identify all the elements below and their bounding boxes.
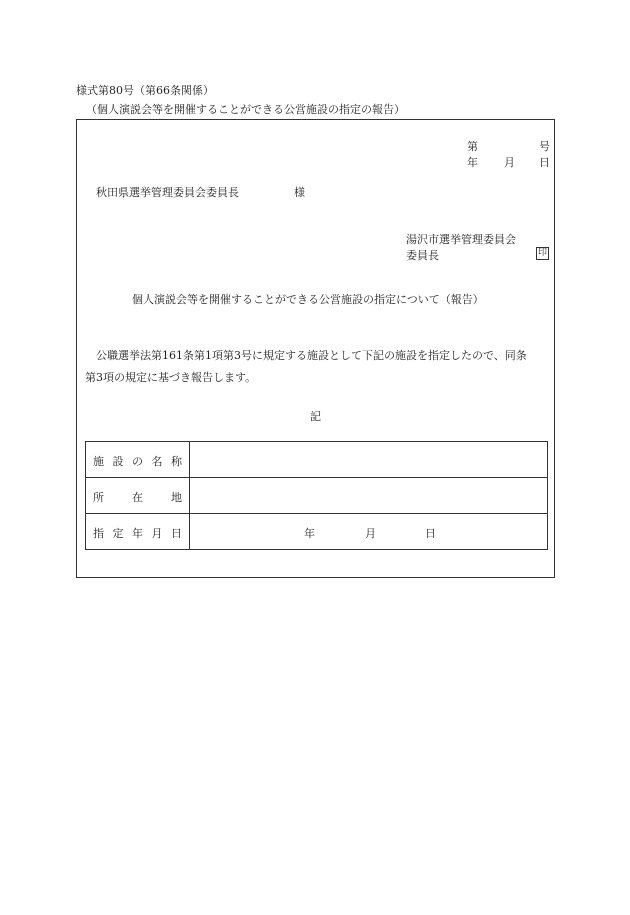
date-month-unit: 月 xyxy=(365,527,376,540)
label-char: 定 xyxy=(112,527,124,540)
label-char: 所 xyxy=(93,491,104,504)
form-number: 様式第80号（第66条関係） xyxy=(76,84,214,97)
facility-name-value[interactable] xyxy=(190,442,548,478)
body-line-2: 第3項の規定に基づき報告します。 xyxy=(85,371,257,384)
label-char: 地 xyxy=(171,491,182,504)
ki-label: 記 xyxy=(310,410,321,423)
label-char: 施 xyxy=(93,455,104,468)
label-char: 称 xyxy=(171,455,182,468)
addressee-honorific: 様 xyxy=(294,186,305,199)
sender-org: 湯沢市選挙管理委員会 xyxy=(406,233,516,246)
table-row xyxy=(86,514,548,550)
label-char: 年 xyxy=(132,527,143,540)
facility-name-label xyxy=(86,442,190,478)
location-label xyxy=(86,478,190,514)
facility-table xyxy=(85,441,548,550)
number-suffix: 号 xyxy=(539,140,550,153)
label-char: 在 xyxy=(132,491,143,504)
date-year-label: 年 xyxy=(467,156,478,169)
label-char: 指 xyxy=(93,527,104,540)
designation-date-label xyxy=(86,514,190,550)
sender-title: 委員長 xyxy=(406,249,439,262)
body-line-1: 公職選挙法第161条第1項第3号に規定する施設として下記の施設を指定したので、同条 xyxy=(96,349,527,362)
seal-mark: 印 xyxy=(537,248,547,258)
label-char: 名 xyxy=(151,455,163,468)
label-char: の xyxy=(132,455,143,468)
document-title: 個人演説会等を開催することができる公営施設の指定について（報告） xyxy=(132,293,484,306)
table-row xyxy=(86,478,548,514)
addressee-name: 秋田県選挙管理委員会委員長 xyxy=(96,186,239,199)
label-char: 月 xyxy=(151,527,163,540)
number-prefix: 第 xyxy=(467,140,478,153)
date-day-unit: 日 xyxy=(425,527,436,540)
date-month-label: 月 xyxy=(504,156,515,169)
table-row xyxy=(86,442,548,478)
date-year-unit: 年 xyxy=(304,527,315,540)
label-char: 設 xyxy=(112,455,124,468)
date-day-label: 日 xyxy=(539,156,550,169)
form-subtitle: （個人演説会等を開催することができる公営施設の指定の報告） xyxy=(86,103,405,116)
location-value[interactable] xyxy=(190,478,548,514)
label-char: 日 xyxy=(171,527,182,540)
designation-date-value[interactable] xyxy=(190,514,548,550)
